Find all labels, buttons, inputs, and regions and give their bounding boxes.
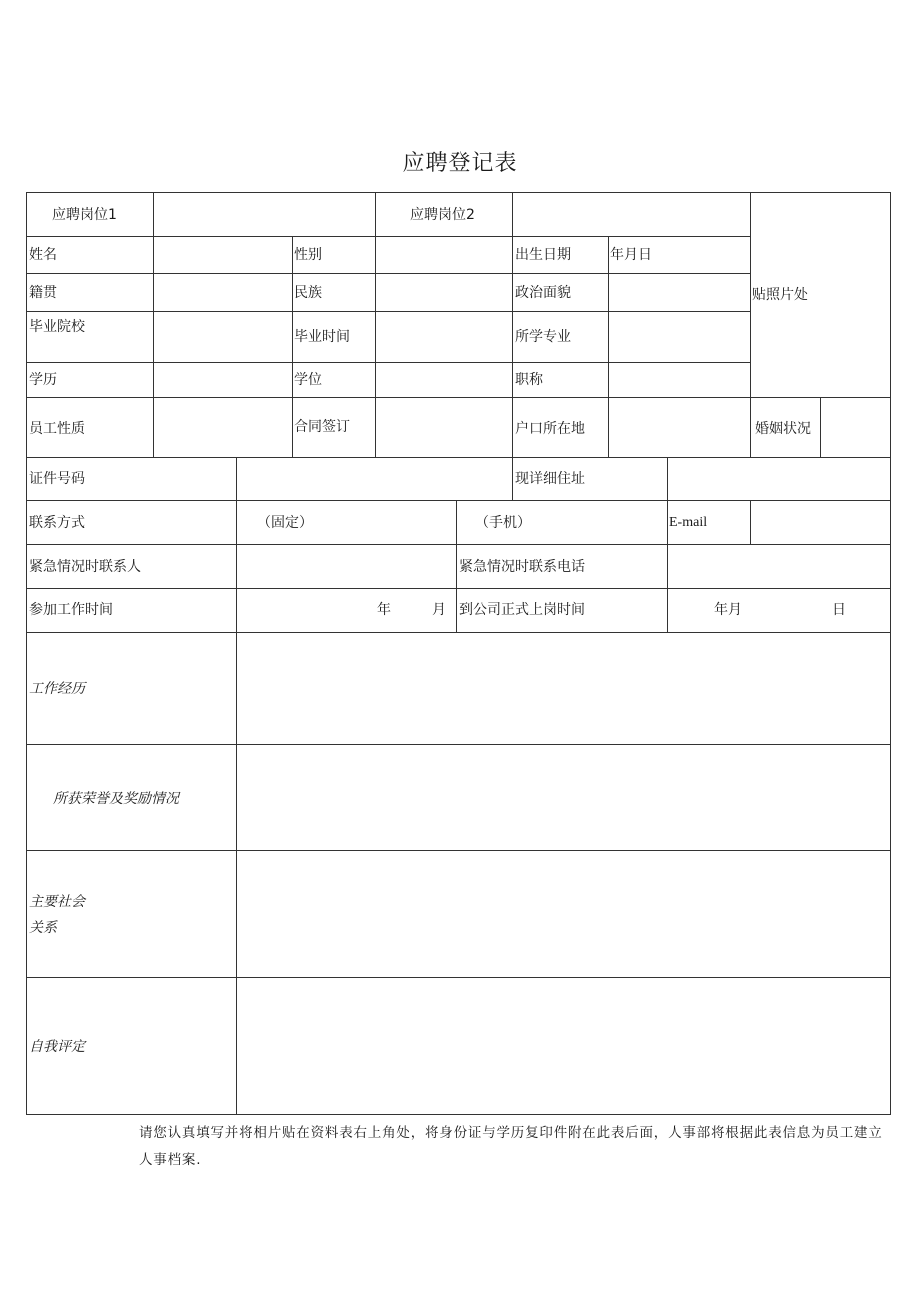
- label-emergency-phone: 紧急情况时联系电话: [459, 559, 585, 575]
- row-line: [26, 632, 891, 633]
- label-native-place: 籍贯: [29, 285, 57, 301]
- col-line: [750, 192, 751, 457]
- col-line: [375, 192, 376, 457]
- label-political-status: 政治面貌: [515, 285, 571, 301]
- col-line: [750, 500, 751, 544]
- table-border-bottom: [26, 1114, 891, 1115]
- label-school: 毕业院校: [29, 319, 85, 335]
- birth-date-format: 年月日: [610, 247, 652, 263]
- label-social-relations-2: 关系: [29, 920, 57, 936]
- label-email: E-mail: [669, 515, 708, 530]
- label-hukou: 户口所在地: [515, 421, 585, 437]
- label-major: 所学专业: [515, 329, 571, 345]
- col-line: [820, 397, 821, 457]
- label-emergency-contact: 紧急情况时联系人: [29, 559, 141, 575]
- label-contact: 联系方式: [29, 515, 85, 531]
- col-line: [456, 500, 457, 632]
- label-employee-type: 员工性质: [29, 421, 85, 437]
- label-contract: 合同签订: [294, 419, 350, 435]
- row-line: [26, 744, 891, 745]
- row-line: [26, 457, 891, 458]
- row-line: [26, 500, 891, 501]
- onboard-year-month: 年月: [714, 602, 742, 618]
- label-social-relations-1: 主要社会: [29, 894, 85, 910]
- row-line: [26, 544, 891, 545]
- table-border-right: [890, 192, 891, 1115]
- row-line: [26, 588, 891, 589]
- col-line: [608, 236, 609, 457]
- label-position-2: 应聘岗位2: [410, 207, 475, 223]
- row-line: [26, 397, 891, 398]
- onboard-day: 日: [832, 602, 846, 618]
- label-education: 学历: [29, 372, 57, 388]
- label-degree: 学位: [294, 372, 322, 388]
- table-border-left: [26, 192, 27, 1115]
- label-name: 姓名: [29, 247, 57, 263]
- label-marital-status: 婚姻状况: [755, 421, 811, 437]
- row-line: [26, 850, 891, 851]
- row-line: [26, 273, 751, 274]
- row-line: [26, 362, 751, 363]
- work-start-year: 年: [377, 602, 391, 618]
- col-line: [236, 457, 237, 1115]
- label-onboard-time: 到公司正式上岗时间: [459, 602, 585, 618]
- label-title-rank: 职称: [515, 372, 543, 388]
- col-line: [292, 236, 293, 457]
- label-honors: 所获荣誉及奖励情况: [53, 791, 179, 807]
- label-position-1: 应聘岗位1: [52, 207, 117, 223]
- row-line: [26, 977, 891, 978]
- photo-placeholder: 贴照片处: [752, 287, 808, 303]
- label-graduation-time: 毕业时间: [294, 329, 350, 345]
- label-work-start: 参加工作时间: [29, 602, 113, 618]
- col-line: [512, 192, 513, 500]
- table-border-top: [26, 192, 891, 193]
- label-birth-date: 出生日期: [515, 247, 571, 263]
- label-address: 现详细住址: [515, 471, 585, 487]
- form-title: 应聘登记表: [402, 151, 518, 176]
- label-ethnicity: 民族: [294, 285, 322, 301]
- label-landline: （固定）: [257, 515, 313, 531]
- col-line: [667, 457, 668, 632]
- row-line: [26, 311, 751, 312]
- work-start-month: 月: [432, 602, 446, 618]
- label-self-evaluation: 自我评定: [29, 1039, 85, 1055]
- label-work-history: 工作经历: [29, 681, 85, 697]
- label-mobile: （手机）: [475, 515, 531, 531]
- instruction-note: 请您认真填写并将相片贴在资料表右上角处，将身份证与学历复印件附在此表后面，人事部将根据此表信息为员工建立人事档案.: [139, 1125, 883, 1168]
- label-gender: 性别: [294, 247, 322, 263]
- label-id-number: 证件号码: [29, 471, 85, 487]
- row-line: [26, 236, 751, 237]
- col-line: [153, 192, 154, 457]
